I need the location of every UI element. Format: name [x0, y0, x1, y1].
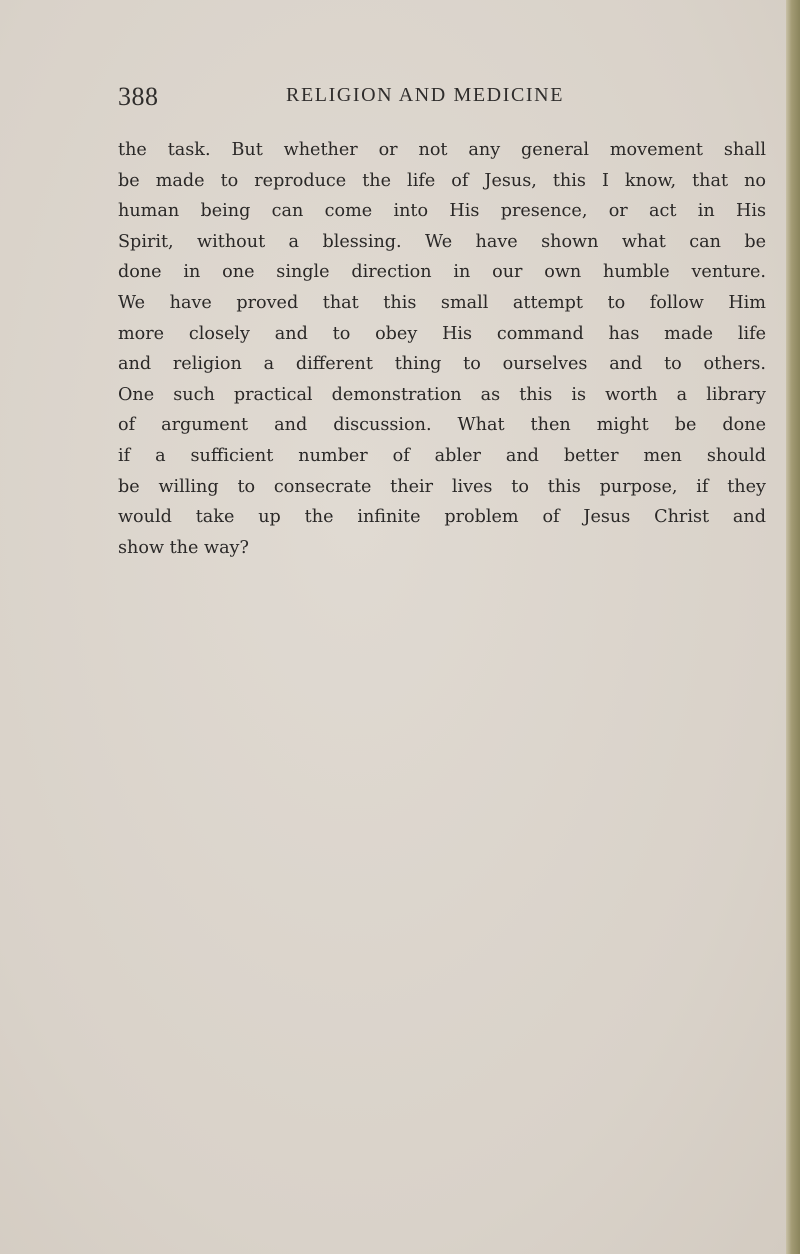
text-line: would take up the infinite problem of Jesus Christ and — [118, 507, 766, 528]
text-line: be made to reproduce the life of Jesus, this I know, that no — [118, 170, 766, 191]
text-line: if a sufficient number of abler and better men should — [118, 445, 766, 466]
text-line: more closely and to obey His command has made life — [118, 323, 766, 344]
text-line: human being can come into His presence, or act in His — [118, 201, 766, 222]
page-number: 388 — [118, 82, 159, 111]
text-line: One such practical demonstration as this is worth a library — [118, 384, 766, 405]
text-line: of argument and discussion. What then might be done — [118, 415, 766, 436]
text-line: Spirit, without a blessing. We have shown what can be — [118, 231, 766, 252]
text-line: be willing to consecrate their lives to this purpose, if they — [118, 476, 766, 497]
page-edge — [786, 0, 800, 1254]
text-line: the task. But whether or not any general movement shall — [118, 140, 766, 160]
running-head — [118, 82, 768, 116]
text-line: and religion a different thing to ourselves and to others. — [118, 354, 766, 375]
text-line: We have proved that this small attempt to follow Him — [118, 292, 766, 313]
body-paragraph — [118, 135, 766, 563]
text-line: done in one single direction in our own humble venture. — [118, 262, 766, 283]
text-line: show the way? — [118, 537, 249, 558]
running-title: RELIGION AND MEDICINE — [286, 84, 565, 106]
